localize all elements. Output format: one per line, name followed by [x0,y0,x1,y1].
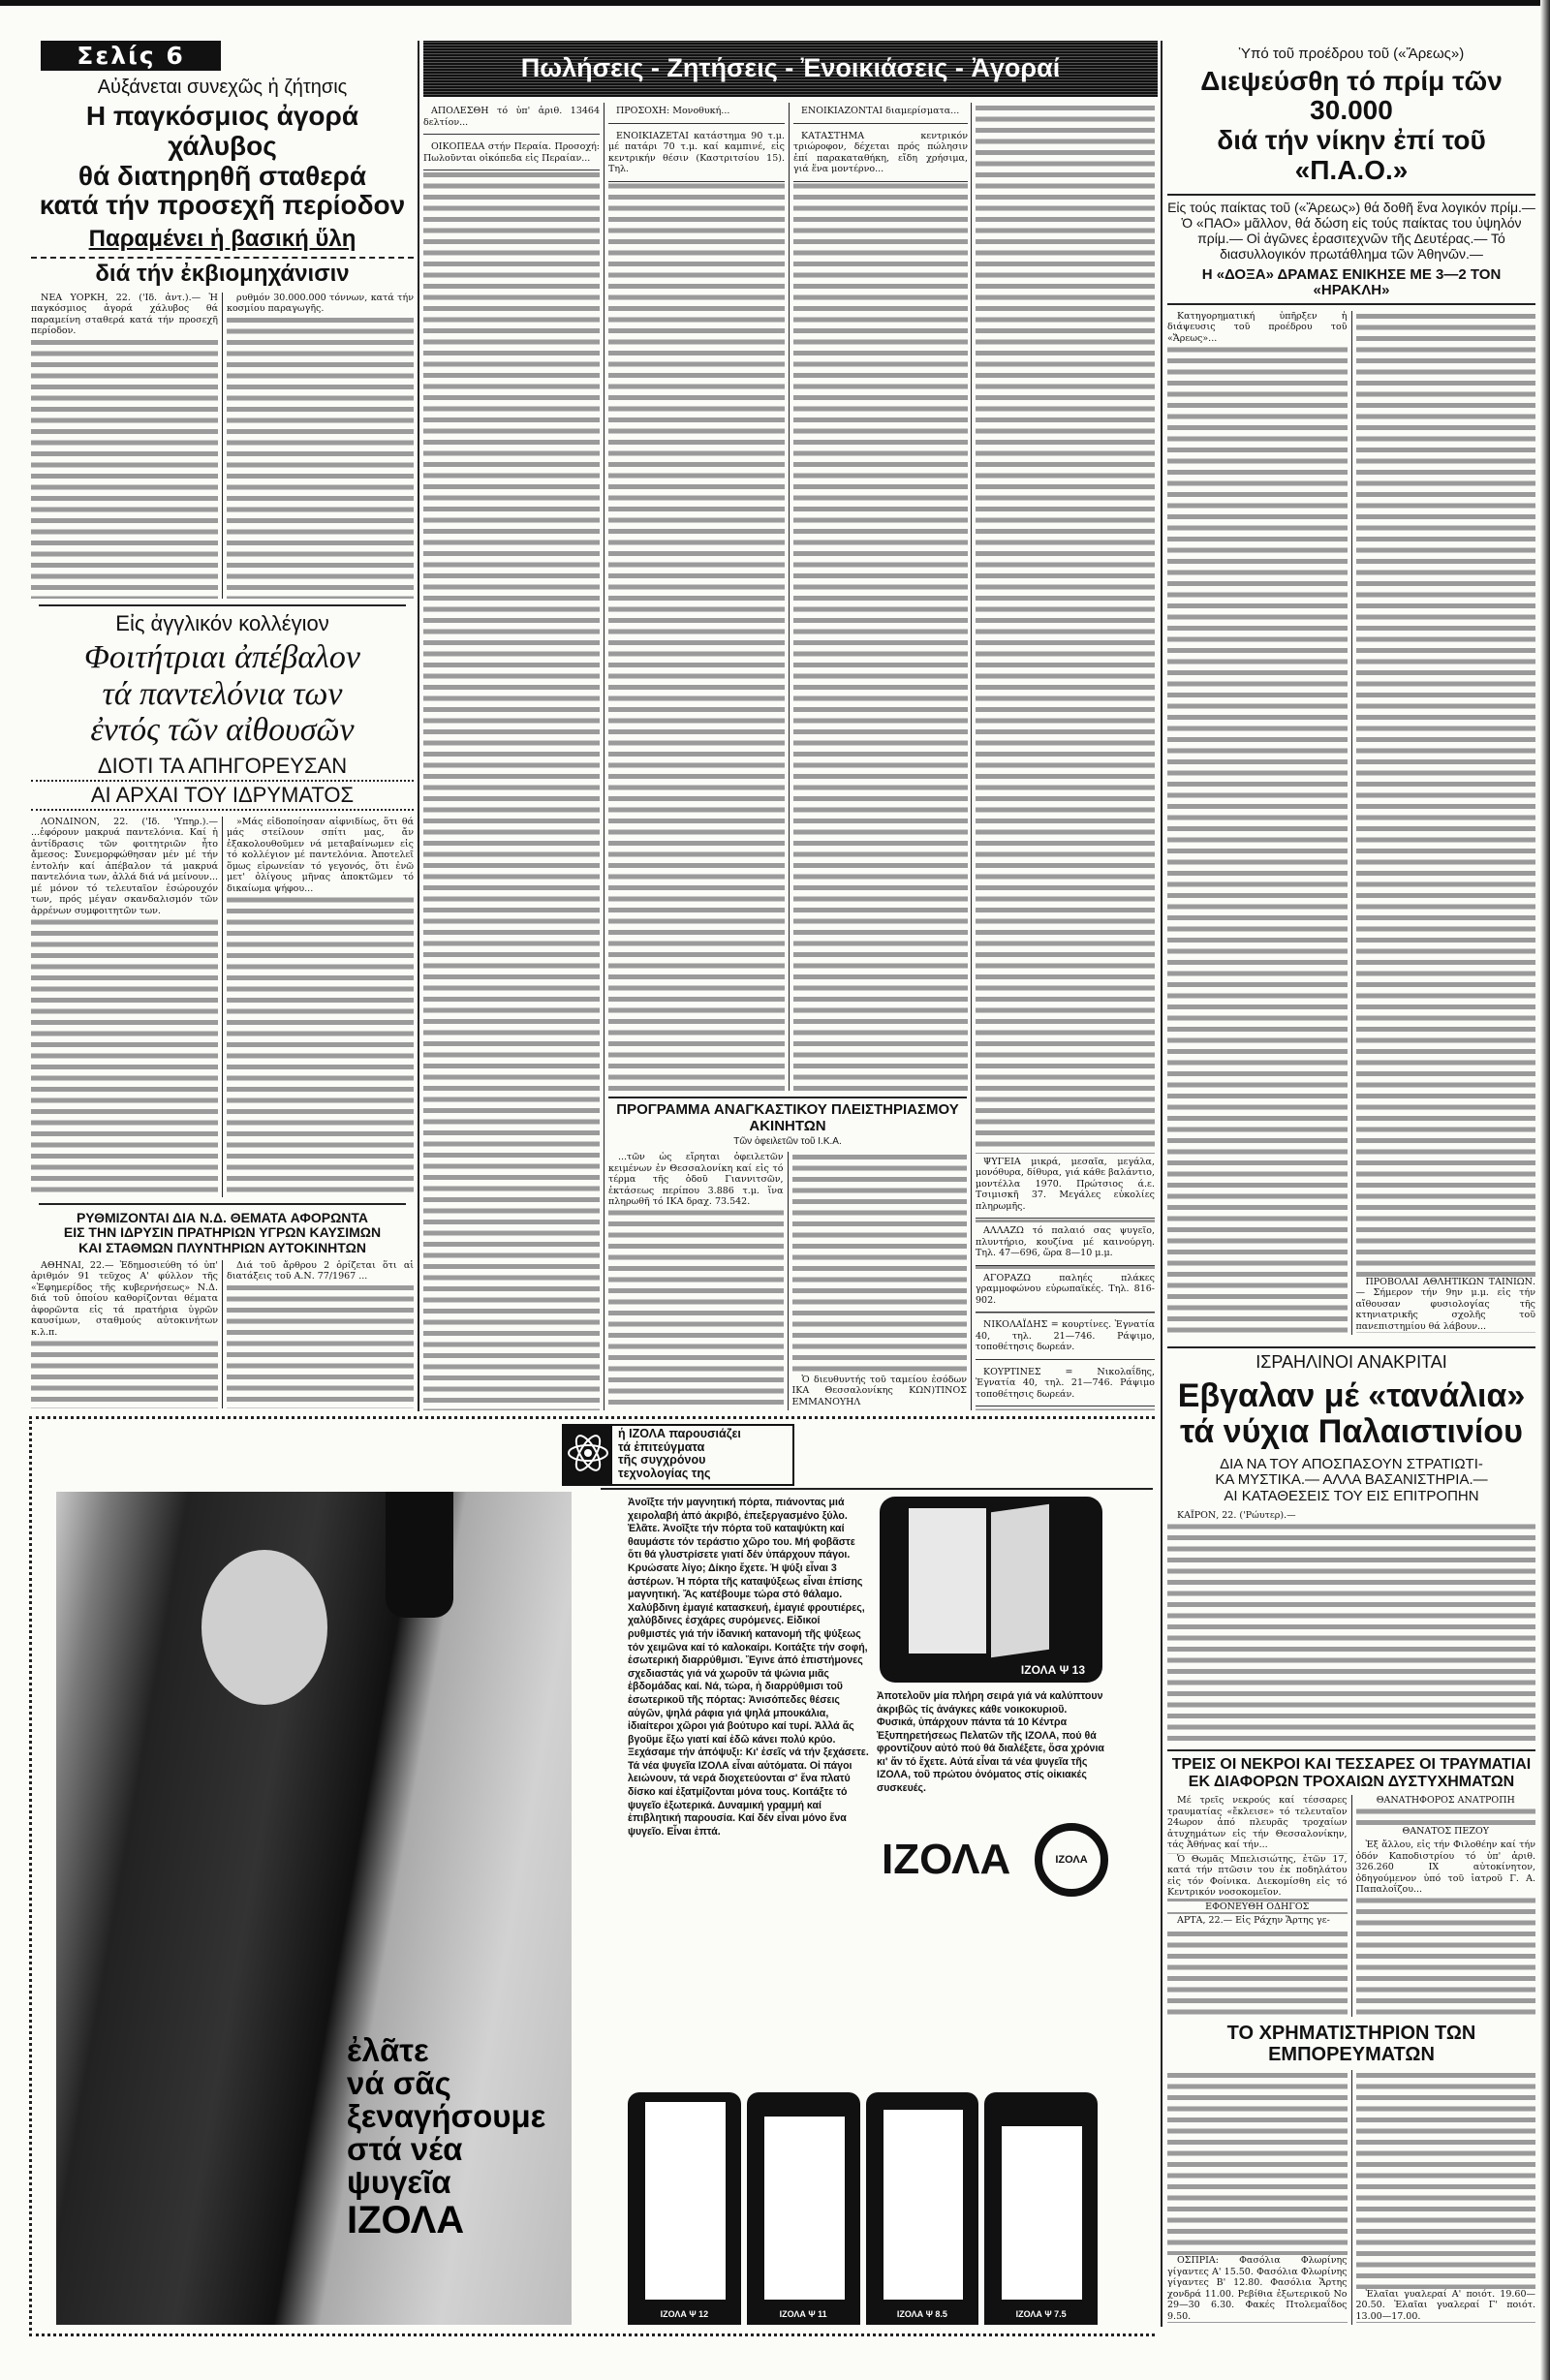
atom-icon [564,1426,612,1484]
divider [601,1488,1153,1490]
article-body-row [31,817,414,1197]
fridge-door [991,1504,1049,1657]
headline: τά παντελόνια των [102,675,343,712]
top-border [0,0,1550,6]
accidents-article [1167,1749,1535,2017]
article-body-row [31,1260,414,1408]
article-body-row [1167,311,1535,1335]
headline: ΤΡΕΙΣ ΟΙ ΝΕΚΡΟΙ ΚΑΙ ΤΕΣΣΑΡΕΣ ΟΙ ΤΡΑΥΜΑΤΙΑΙ [1171,1756,1532,1773]
fridge-model: ΙΖΟΛΑ Ψ 11 [747,2092,860,2325]
auction-notice [608,1097,967,1410]
article-body: ΘΑΝΑΤΗΦΟΡΟΣ ΑΝΑΤΡΟΠΗ ΘΑΝΑΤΟΣ ΠΕΖΟΥ Ἐξ ἄλλου, εἰς τήν Φιλοθέην καί τήν ὁδόν Καποδιστρίου τό ὑπ' ἀριθ. 326.260 ΙΧ αὐτοκίνητον, ὁδηγούμενον ὑπό τοῦ ἰατροῦ Γ. Α. Παπαλοΐζου... [1356,1795,1536,2017]
banner-title: Πωλήσεις - Ζητήσεις - Ἐνοικιάσεις - Ἀγοραί [520,53,1061,83]
headline: Φοιτήτριαι ἀπέβαλον [84,639,360,676]
column-rule [788,1152,789,1410]
divider [39,1203,406,1205]
article-body: »Μάς εἰδοποίησαν αἰφνιδίως, ὅτι θά μάς στείλουν σπίτι μας, ἄν ἐξακολουθοῦμεν νά μεταβαίνωμεν εἰς τό κολλέγιον μέ παντελόνια. Ἀποτελεῖ ὅμως εἰρωνείαν τό γεγονός, ὅτι ἐνῶ μετ' ὀλίγους μῆνας ἀποκτῶμεν τό δικαίωμα ψήφου... [227,817,414,1197]
subheadline: ΔΙΑ ΝΑ ΤΟΥ ΑΠΟΣΠΑΣΟΥΝ ΣΤΡΑΤΙΩΤΙ- [1220,1455,1483,1472]
article-body: Ἐλαῖαι γυαλεραί Α' ποιότ. 19.60—20.50. Ἐλαῖαι γυαλεραί Γ' ποιότ. 13.00—17.00. [1356,2070,1536,2325]
headline: κατά τήν προσεχῆ περίοδον [39,190,406,221]
kicker: Ὑπό τοῦ προέδρου τοῦ («Ἄρεως») [1238,46,1465,62]
article-body: ΑΘΗΝΑΙ, 22.— Ἐδημοσιεύθη τό ὑπ' ἀριθμόν 91 τεῦχος Α' φύλλον τῆς «Ἐφημερίδος τῆς κυβερνήσεως» Ν.Δ. διά τοῦ ὁποίου καθορίζονται θέματα ἀφορῶντα εἰς τά πρατήρια ὑγρῶν καυσίμων, σταθμούς αὐτοκινήτων κ.λ.π. [31,1260,218,1408]
classifieds-column: ΑΠΟΛΕΣΘΗ τό ὑπ' ἀριθ. 13464 δελτίον... ΟΙΚΟΠΕΔΑ στήν Περαία. Προσοχή: Πωλοῦνται οἰκόπεδα εἰς Περαίαν... [423,103,600,1410]
ad-intro-box [562,1424,794,1486]
kicker: Αὐξάνεται συνεχῶς ἡ ζήτησις [97,77,348,98]
classifieds-column: ΠΡΟΣΟΧΗ: Μονοθυκή... ΕΝΟΙΚΙΑΖΕΤΑΙ κατάστημα 90 τ.μ. μέ πατάρι 70 τ.μ. καί καμπινέ, εἰς κεντρικήν θέσιν (Καστριτσίου 15). Τηλ. [608,103,785,1091]
article-body: ΛΟΝΔΙΝΟΝ, 22. ('Ιδ. 'Υπηρ.).— ...ἐφόρουν μακρυά παντελόνια. Καί ἡ ἀντίδρασις τῶν φοιτητριῶν ἦτο ἄμεσος: Συνεμορφώθησαν μέν μέ τήν ἐντολήν καί ἀπέβαλον τά μακρυά παντελόνια των, ἀλλά διά νά μείνουν... μέ μόνον τό τελευταῖον ἐσώρουχόν των, πρός μέγαν σκανδαλισμόν τῶν ἀρρένων συμφοιτητῶν των. [31,817,218,1197]
column-rule [418,41,419,1411]
headline: ΡΥΘΜΙΖΟΝΤΑΙ ΔΙΑ Ν.Δ. ΘΕΜΑΤΑ ΑΦΟΡΩΝΤΑ [76,1209,369,1225]
subheadline: ΑΙ ΑΡΧΑΙ ΤΟΥ ΙΔΡΥΜΑΤΟΣ [31,784,414,811]
headline: Διεψεύσθη τό πρίμ τῶν 30.000 [1200,65,1503,126]
subheadline: ΑΙ ΚΑΤΑΘΕΣΕΙΣ ΤΟΥ ΕΙΣ ΕΠΙΤΡΟΠΗΝ [1224,1487,1479,1504]
college-article [31,612,414,811]
headline: ΠΡΟΓΡΑΜΜΑ ΑΝΑΓΚΑΣΤΙΚΟΥ ΠΛΕΙΣΤΗΡΙΑΣΜΟΥ ΑΚΙΝΗΤΩΝ [616,1101,959,1134]
article-body-row [1167,1795,1535,2017]
ad-intro-line: τά ἐπιτεύγματα [618,1439,705,1454]
classifieds-column: ΕΝΟΙΚΙΑΖΟΝΤΑΙ διαμερίσματα... ΚΑΤΑΣΤΗΜΑ κεντρικόν τριώροφον, δέχεται πρός πώλησιν ἐπί παρακαταθήκη, εἴδη χρήσιμα, γιά ἕνα μοντέρνο... [793,103,968,1091]
ad-photo-man-with-fridge [56,1492,572,2325]
divider [39,604,406,606]
bottle-shape [386,1492,453,1618]
article-body-row [1167,2070,1535,2325]
article-body-row [31,293,414,599]
article-body: ΚΑΪΡΟΝ, 22. ('Ρώυτερ).— [1167,1510,1535,1744]
headline: θά διατηρηθῆ σταθερά [78,160,367,191]
article-body: Κατηγορηματική ὑπῆρξεν ἡ διάψευσις τοῦ προέδρου τοῦ «Ἄρεως»... [1167,311,1348,1335]
ad-slogan: ἐλᾶτε νά σᾶς ξεναγήσουμε στά νέα ψυγεῖα ΙΖΟΛΑ [347,2032,546,2241]
fuel-article [31,1211,414,1255]
ad-intro-line: τεχνολογίας της [618,1466,711,1480]
classifieds-banner [423,41,1158,97]
headline: ἐντός τῶν αἰθουσῶν [90,712,355,749]
subheadline: ΚΑ ΜΥΣΤΙΚΑ.— ΑΛΛΑ ΒΑΣΑΝΙΣΤΗΡΙΑ.— [1215,1471,1488,1489]
subheadline: Παραμένει ἡ βασική ὕλη [88,226,356,253]
headline: Η παγκόσμιος ἀγορά χάλυβος [85,101,359,161]
column-rule [1351,2070,1352,2325]
deck: Εἰς τούς παίκτας τοῦ («Ἄρεως») θά δοθῆ ἕνα λογικόν πρίμ.— Ὁ «ΠΑΟ» μᾶλλον, θά δώση εἰς τούς παίκτας του ὑψηλόν πρίμ.— Οἱ ἀγῶνες ἐρασιτεχνῶν τῆς Δευτέρας.— Τό διασυλλογικόν πρωτάθλημα τῶν Ἀθηνῶν.— [1167,194,1535,262]
steel-article [31,71,414,287]
fridge-photo [880,1497,1102,1683]
subheadline: Τῶν ὀφειλετῶν τοῦ Ι.Κ.Α. [733,1136,842,1147]
ad-copy: Ἀνοῖξτε τήν μαγνητική πόρτα, πιάνοντας μιά χειρολαβή ἀπό ἀκριβό, ἐπεξεργασμένο ξύλο. Ἐλᾶτε. Ἀνοῖξτε τήν πόρτα τοῦ καταψύκτη καί θαυμάστε τόν τεράστιο χῶρο του. Μή φοβᾶστε ὅτι θά γλυστρίσετε γιατί δέν ὑπάρχουν πάγοι. Κρυώσατε λίγο; Δίκηο ἔχετε. Ἡ ψύξι εἶναι 3 ἀστέρων. Ἡ πόρτα τῆς καταψύξεως εἶναι ἐπίσης μαγνητική. Ἄς κατέβουμε τώρα στό θάλαμο. Χαλύβδινη ἐμαγιέ κατασκευή, ἐμαγιέ φρουτιέρες, χαλύβδινες ἐσχάρες συρόμενες. Εἰδικοί ρυθμιστές γιά τήν ἰδανική κατανομή τῆς ψύξεως τόν χειμῶνα καί τό καλοκαίρι. Κοιτάξτε τήν σοφή, ἐσωτερική διαρρύθμισι. Ἔγινε ἀπό ἐπιστήμονες σχεδιαστάς γιά νά χωροῦν τά ψώνια μιᾶς ἑβδομάδας καί. Νά, τώρα, ἡ διαρρύθμισι τοῦ ἐσωτερικοῦ τῆς πόρτας: Ἀνισόπεδες θέσεις αὐγῶν, ψηλά ράφια γιά ψηλά μπουκάλια, ἰδιαίτεροι χῶροι γιά βούτυρο καί τυρί. Ἀλλά ἄς βγοῦμε ἔξω γιατί καί ἐδῶ κάνει πολύ κρύο. Ξεχάσαμε τήν ἀπόψυξι: Κι' ἐσεῖς νά τήν ξεχάσετε. Τά νέα ψυγεῖα ΙΖΟΛΑ εἶναι αὐτόματα. Οἱ πάγοι λειώνουν, τά νερά διοχετεύονται σ' ἕνα πλατύ δίσκο καί ἐξατμίζονται μόνα τους. Κοιτάξτε τό ψυγεῖο ἐξωτερικά. Δυναμική γραμμή καί ἐπιβλητική παρουσία. Καί δέν εἶναι μόνο ἕνα ψυγεῖο. Εἶναι ἑπτά. [628,1497,869,1838]
column-rule [222,817,223,1197]
commodities-article [1167,2023,1535,2325]
headline: ΤΟ ΧΡΗΜΑΤΙΣΤΗΡΙΟΝ ΤΩΝ ΕΜΠΟΡΕΥΜΑΤΩΝ [1226,2023,1476,2065]
kicker: ΙΣΡΑΗΛΙΝΟΙ ΑΝΑΚΡΙΤΑΙ [1256,1352,1447,1372]
page-edge-shadow [1540,0,1550,2380]
headline: ΚΑΙ ΣΤΑΘΜΩΝ ΠΛΥΝΤΗΡΙΩΝ ΑΥΤΟΚΙΝΗΤΩΝ [78,1239,366,1255]
article-body: Διά τοῦ ἄρθρου 2 ὁρίζεται ὅτι αἱ διατάξεις τοῦ Α.Ν. 77/1967 ... [227,1260,414,1408]
column-rule [1351,311,1352,1335]
izola-seal: ΙΖΟΛΑ [1035,1823,1108,1897]
model-label: ΙΖΟΛΑ Ψ 13 [1020,1663,1085,1677]
article-body: ΝΕΑ ΥΟΡΚΗ, 22. ('Ιδ. ἀντ.).— Ἡ παγκόσμιος ἀγορά χάλυβος θά παραμείνη σταθερά κατά τήν προσεχῆ περίοδον. [31,293,218,599]
kicker: Εἰς ἀγγλικόν κολλέγιον [115,611,329,636]
fridge-lineup [628,2092,1098,2325]
sports-article [1167,46,1535,1335]
left-column [31,41,414,1408]
column-rule [1351,1795,1352,2017]
ad-intro-line: τῆς συγχρόνου [618,1453,706,1467]
headline: τά νύχια Παλαιστινίου [1180,1413,1523,1451]
israel-article [1167,1346,1535,1744]
headline: Η «ΔΟΞΑ» ΔΡΑΜΑΣ ΕΝΙΚΗΣΕ ΜΕ 3—2 ΤΟΝ «ΗΡΑΚΛΗ» [1167,267,1535,305]
auction-body: Ὁ διευθυντής τοῦ ταμείου ἐσόδων ΙΚΑ Θεσσαλονίκης ΚΩΝ)ΤΙΝΟΣ ΕΜΜΑΝΟΥΗΛ [792,1152,968,1410]
auction-body-row [608,1152,967,1410]
subheadline: διά τήν ἐκβιομηχάνισιν [31,257,414,287]
column-rule [1161,41,1162,2327]
article-body: ΟΣΠΡΙΑ: Φασόλια Φλωρίνης γίγαντες Α' 15.50. Φασόλια Φλωρίνης γίγαντες Β' 12.80. Φασόλια Ἄρτης χονδρά 11.00. Ρεβίθια ἐξωτερικοῦ Νο 29—30 6.30. Φακές Πτολεμαΐδος 9.50. [1167,2070,1348,2325]
ad-caption: Ἀποτελοῦν μία πλήρη σειρά γιά νά καλύπτουν ἀκριβῶς τίς ἀνάγκες κάθε νοικοκυριοῦ. Φυσικά, ὑπάρχουν πάντα τά 10 Κέντρα Ἐξυπηρετήσεως Πελατῶν τῆς ΙΖΟΛΑ, πού θά φροντίζουν αὐτό πού θά διαλέξετε, ὅσα χρόνια κι' ἄν τό ἔχετε. Αὐτά εἶναι τά νέα ψυγεῖα τῆς ΙΖΟΛΑ, τοῦ πρώτου ὀνόματος στίς οἰκιακές συσκευές. [877,1690,1104,1794]
fridge-model: ΙΖΟΛΑ Ψ 8.5 [866,2092,979,2325]
izola-logo: ΙΖΟΛΑ [882,1836,1011,1883]
article-body: ρυθμόν 30.000.000 τόννων, κατά τήν κοσμίου παραγωγῆς. [227,293,414,599]
article-body: Μέ τρεῖς νεκρούς καί τέσσαρες τραυματίας «ἔκλεισε» τό τελευταῖον 24ωρον ἀπό πλευρᾶς τροχαίων ἀτυχημάτων εἰς τήν Θεσσαλονίκην, τάς Ἀθήνας καί τήν... Ὁ Θωμᾶς Μπελισιώτης, ἐτῶν 17, κατά τήν πτῶσιν του ἐκ ποδηλάτου εἰς τόν Φοίνικα. Διεκομίσθη εἰς τό Κεντρικόν νοσοκομεῖον. ΕΦΟΝΕΥΘΗ ΟΔΗΓΟΣ ΑΡΤΑ, 22.— Εἰς Ράχην Ἄρτης γε- [1167,1795,1348,2017]
headline: ΕΚ ΔΙΑΦΟΡΩΝ ΤΡΟΧΑΙΩΝ ΔΥΣΤΥΧΗΜΑΤΩΝ [1188,1773,1515,1790]
column-rule [222,1260,223,1408]
column-rule [222,293,223,599]
headline: διά τήν νίκην ἐπί τοῦ «Π.Α.Ο.» [1217,125,1486,185]
column-rule [971,103,972,1410]
headline: ΕΙΣ ΤΗΝ ΙΔΡΥΣΙΝ ΠΡΑΤΗΡΙΩΝ ΥΓΡΩΝ ΚΑΥΣΙΜΩΝ [63,1224,382,1241]
article-body: ΠΡΟΒΟΛΑΙ ΑΘΛΗΤΙΚΩΝ ΤΑΙΝΙΩΝ.— Σήμερον τήν 9ην μ.μ. εἰς τήν αἴθουσαν φυσιολογίας τῆς κτηνιατρικῆς σχολῆς τοῦ πανεπιστημίου θά λάβουν... [1356,311,1536,1335]
face-shape [202,1550,327,1705]
column-rule [789,103,790,1091]
headline: Εβγαλαν μέ «τανάλια» [1177,1376,1526,1414]
subheadline: ΔΙΟΤΙ ΤΑ ΑΠΗΓΟΡΕΥΣΑΝ [31,755,414,782]
ad-intro-line: ἡ ΙΖΟΛΑ παρουσιάζει [618,1427,741,1440]
fridge-body [909,1508,986,1654]
auction-body: ...τῶν ὡς εἴρηται ὀφειλετῶν κειμένων ἐν Θεσσαλονίκη καί εἰς τό τέρμα τῆς ὁδοῦ Γιαννιτσῶν, ἐκτάσεως περίπου 3.886 τ.μ. ἵνα πληρωθῆ τό ΙΚΑ δραχ. 73.542. [608,1152,784,1410]
fridge-model: ΙΖΟΛΑ Ψ 12 [628,2092,741,2325]
page-number-badge: Σελίς 6 [41,41,221,71]
fridge-model: ΙΖΟΛΑ Ψ 7.5 [984,2092,1098,2325]
classifieds-column: ΨΥΓΕΙΑ μικρά, μεσαῖα, μεγάλα, μονόθυρα, δίθυρα, γιά κάθε βαλάντιο, μοντέλλα 1970. Πρώτσιος ά.ε. Τσιμισκῆ 37. Μεγάλες εὐκολίες πληρωμῆς. ΑΛΛΑΖΩ τό παλαιό σας ψυγεῖο, πλυντήριο, κουζίνα μέ καινούργη. Τηλ. 47—696, ὥρα 8—10 μ.μ. ΑΓΟΡΑΖΩ παληές πλάκες γραμμοφώνου εὐρωπαϊκές. Τηλ. 816-902. ΝΙΚΟΛΑΪΔΗΣ = κουρτίνες. Ἐγνατία 40, τηλ. 21—746. Ράψιμο, τοποθέτησις δωρεάν. ΚΟΥΡΤΙΝΕΣ = Νικολαΐδης, Ἐγνατία 40, τηλ. 21—746. Ράψιμο τοποθέτησις δωρεάν. [976,103,1155,1410]
